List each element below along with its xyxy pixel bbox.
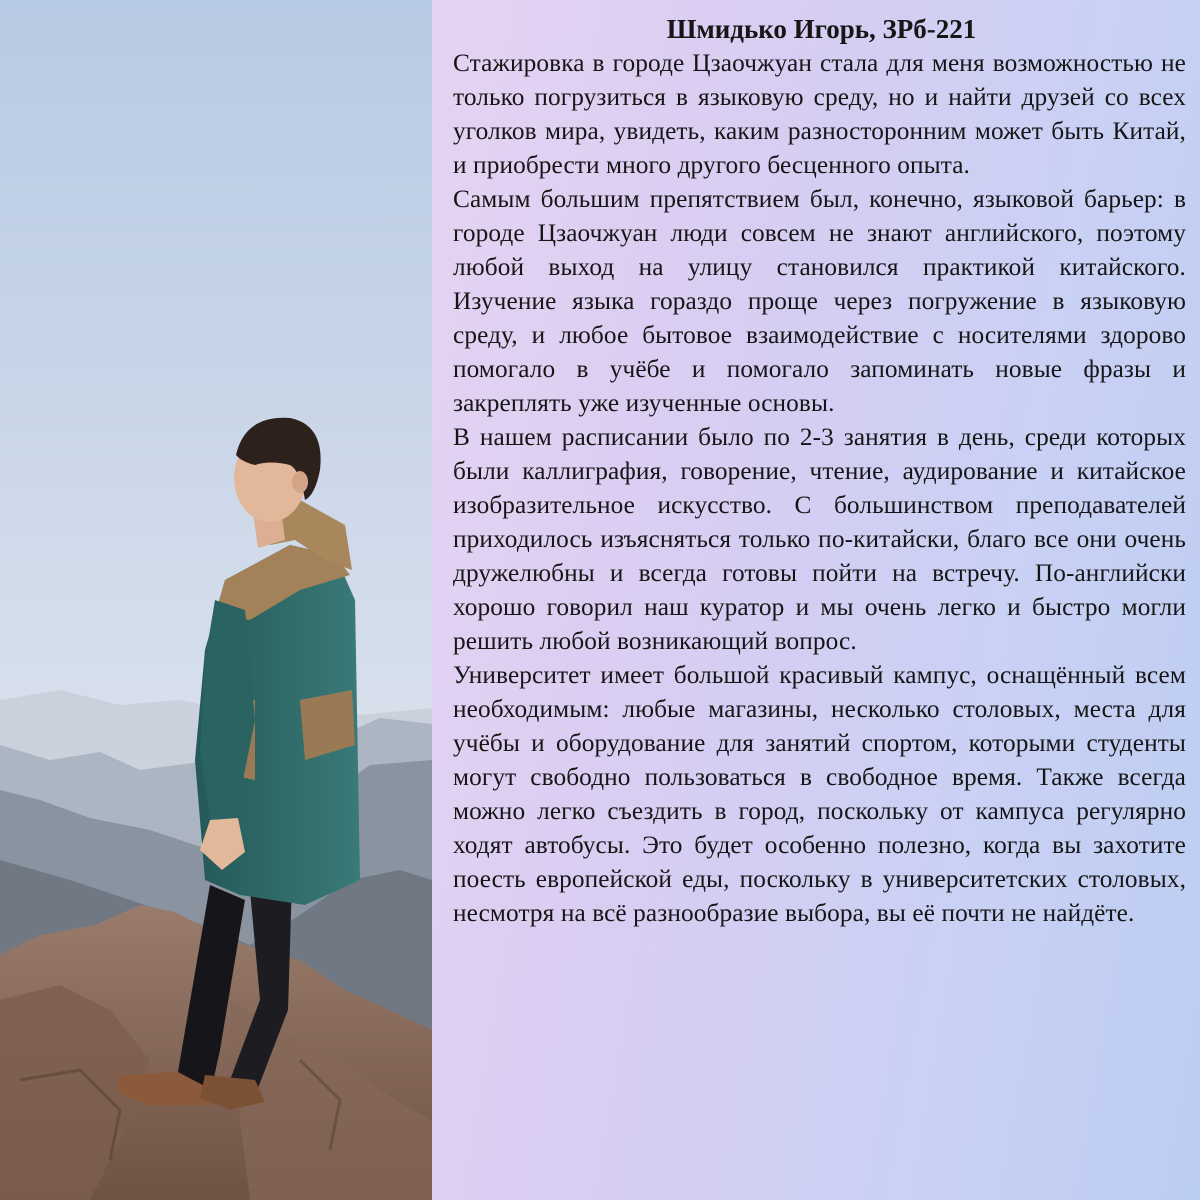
text-panel [432, 0, 1200, 1200]
paragraph-schedule: В нашем расписании было по 2-3 занятия в день, среди которых были каллиграфия, говорение, чтение, аудирование и китайское изобразительное искусство. С большинством преподавателей приходилось изъясняться только по-китайски, благо все они очень дружелюбны и всегда готовы пойти на встречу. По-английски хорошо говорил наш куратор и мы очень легко и быстро могли решить любой возникающий вопрос. [453, 423, 1186, 655]
mountain-photo [0, 0, 432, 1200]
article-title: Шмидько Игорь, ЗРб-221 [666, 14, 977, 44]
photo [0, 0, 432, 1200]
paragraph-internship: Стажировка в городе Цзаочжуан стала для меня возможностью не только погрузиться в языковую среду, но и найти друзей со всех уголков мира, увидеть, каким разносторонним может быть Китай, и приобрести много другого бесценного опыта. [453, 49, 1186, 179]
paragraph-language-barrier: Самым большим препятствием был, конечно, языковой барьер: в городе Цзаочжуан люди совсем не знают английского, поэтому любой выход на улицу становился практикой китайского. Изучение языка гораздо проще через погружение в языковую среду, и любое бытовое взаимодействие с носителями здорово помогало в учёбе и помогало запоминать новые фразы и закреплять уже изученные основы. [453, 185, 1186, 417]
paragraph-campus: Университет имеет большой красивый кампус, оснащённый всем необходимым: любые магазины, несколько столовых, места для учёбы и оборудование для занятий спортом, которыми студенты могут свободно пользоваться в свободное время. Также всегда можно легко съездить в город, поскольку от кампуса регулярно ходят автобусы. Это будет особенно полезно, когда вы захотите поесть европейской еды, поскольку в университетских столовых, несмотря на всё разнообразие выбора, вы её почти не найдёте. [453, 661, 1186, 927]
